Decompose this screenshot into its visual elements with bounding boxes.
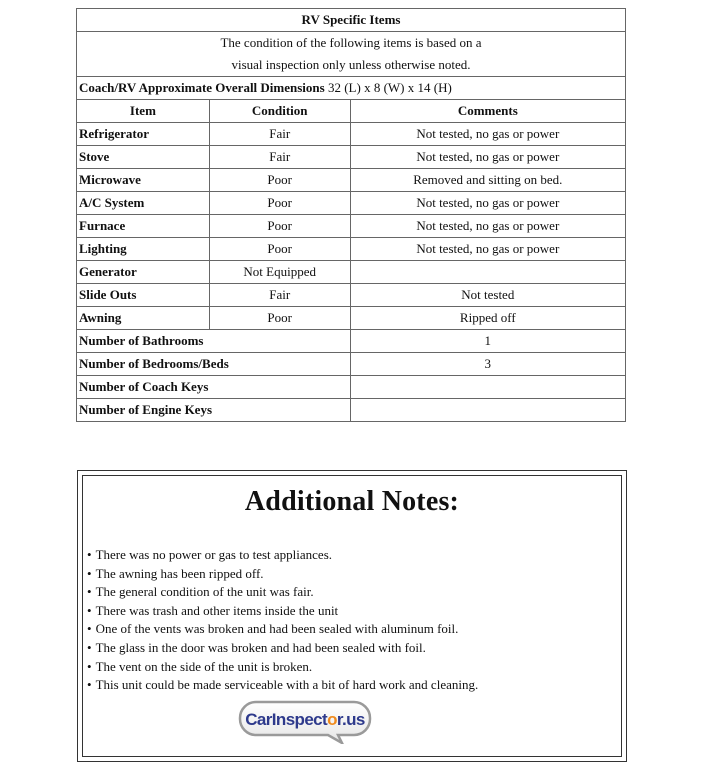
item-name: Awning	[77, 307, 210, 330]
item-comments: Not tested, no gas or power	[350, 215, 625, 238]
intro-line-1: The condition of the following items is based on a	[220, 35, 482, 50]
item-condition: Poor	[209, 307, 350, 330]
item-name: Generator	[77, 261, 210, 284]
list-item: • The vent on the side of the unit is broken.	[87, 658, 478, 677]
item-name: A/C System	[77, 192, 210, 215]
additional-notes-inner-frame	[82, 475, 622, 757]
item-name: Microwave	[77, 169, 210, 192]
dimensions-label: Coach/RV Approximate Overall Dimensions	[79, 80, 325, 95]
item-comments: Not tested, no gas or power	[350, 192, 625, 215]
item-condition: Poor	[209, 192, 350, 215]
count-row	[77, 376, 626, 399]
table-row	[77, 238, 626, 261]
item-condition: Poor	[209, 215, 350, 238]
count-label: Number of Bathrooms	[77, 330, 351, 353]
item-comments: Not tested, no gas or power	[350, 146, 625, 169]
additional-notes-title: Additional Notes:	[244, 486, 460, 517]
table-row	[77, 192, 626, 215]
item-condition: Fair	[209, 123, 350, 146]
item-comments	[350, 261, 625, 284]
count-row	[77, 399, 626, 422]
item-comments: Not tested, no gas or power	[350, 238, 625, 261]
item-condition: Fair	[209, 284, 350, 307]
list-item: • The awning has been ripped off.	[87, 565, 478, 584]
count-label: Number of Bedrooms/Beds	[77, 353, 351, 376]
item-comments: Not tested	[350, 284, 625, 307]
dimensions-row	[77, 77, 626, 100]
list-item: • This unit could be made serviceable with a bit of hard work and cleaning.	[87, 676, 478, 695]
item-name: Furnace	[77, 215, 210, 238]
intro-text	[77, 32, 626, 77]
table-row	[77, 123, 626, 146]
list-item: • There was trash and other items inside the unit	[87, 602, 478, 621]
additional-notes-box	[77, 470, 627, 762]
logo-text: CarInspector.us	[245, 710, 365, 729]
carinspector-logo	[238, 700, 372, 744]
count-value	[350, 376, 625, 399]
header-item: Item	[77, 100, 210, 123]
table-row	[77, 261, 626, 284]
count-row	[77, 353, 626, 376]
header-comments: Comments	[350, 100, 625, 123]
count-value: 3	[350, 353, 625, 376]
list-item: • One of the vents was broken and had been sealed with aluminum foil.	[87, 620, 478, 639]
item-comments: Not tested, no gas or power	[350, 123, 625, 146]
count-label: Number of Coach Keys	[77, 376, 351, 399]
table-row	[77, 215, 626, 238]
item-name: Refrigerator	[77, 123, 210, 146]
item-name: Stove	[77, 146, 210, 169]
count-value	[350, 399, 625, 422]
header-condition: Condition	[209, 100, 350, 123]
item-condition: Poor	[209, 238, 350, 261]
table-title-row	[77, 9, 626, 32]
table-row	[77, 307, 626, 330]
list-item: • There was no power or gas to test appliances.	[87, 546, 478, 565]
count-label: Number of Engine Keys	[77, 399, 351, 422]
notes-list	[87, 546, 478, 695]
list-item: • The general condition of the unit was fair.	[87, 583, 478, 602]
list-item: • The glass in the door was broken and had been sealed with foil.	[87, 639, 478, 658]
item-condition: Not Equipped	[209, 261, 350, 284]
item-name: Lighting	[77, 238, 210, 261]
item-name: Slide Outs	[77, 284, 210, 307]
count-value: 1	[350, 330, 625, 353]
intro-row	[77, 32, 626, 77]
item-comments: Removed and sitting on bed.	[350, 169, 625, 192]
header-row	[77, 100, 626, 123]
rv-specific-items-table	[76, 8, 626, 422]
table-title: RV Specific Items	[77, 9, 626, 32]
dimensions-cell	[77, 77, 626, 100]
intro-line-2: visual inspection only unless otherwise noted.	[231, 57, 471, 72]
dimensions-value: 32 (L) x 8 (W) x 14 (H)	[324, 80, 452, 95]
table-row	[77, 284, 626, 307]
item-condition: Fair	[209, 146, 350, 169]
count-row	[77, 330, 626, 353]
item-comments: Ripped off	[350, 307, 625, 330]
item-condition: Poor	[209, 169, 350, 192]
table-row	[77, 146, 626, 169]
table-row	[77, 169, 626, 192]
